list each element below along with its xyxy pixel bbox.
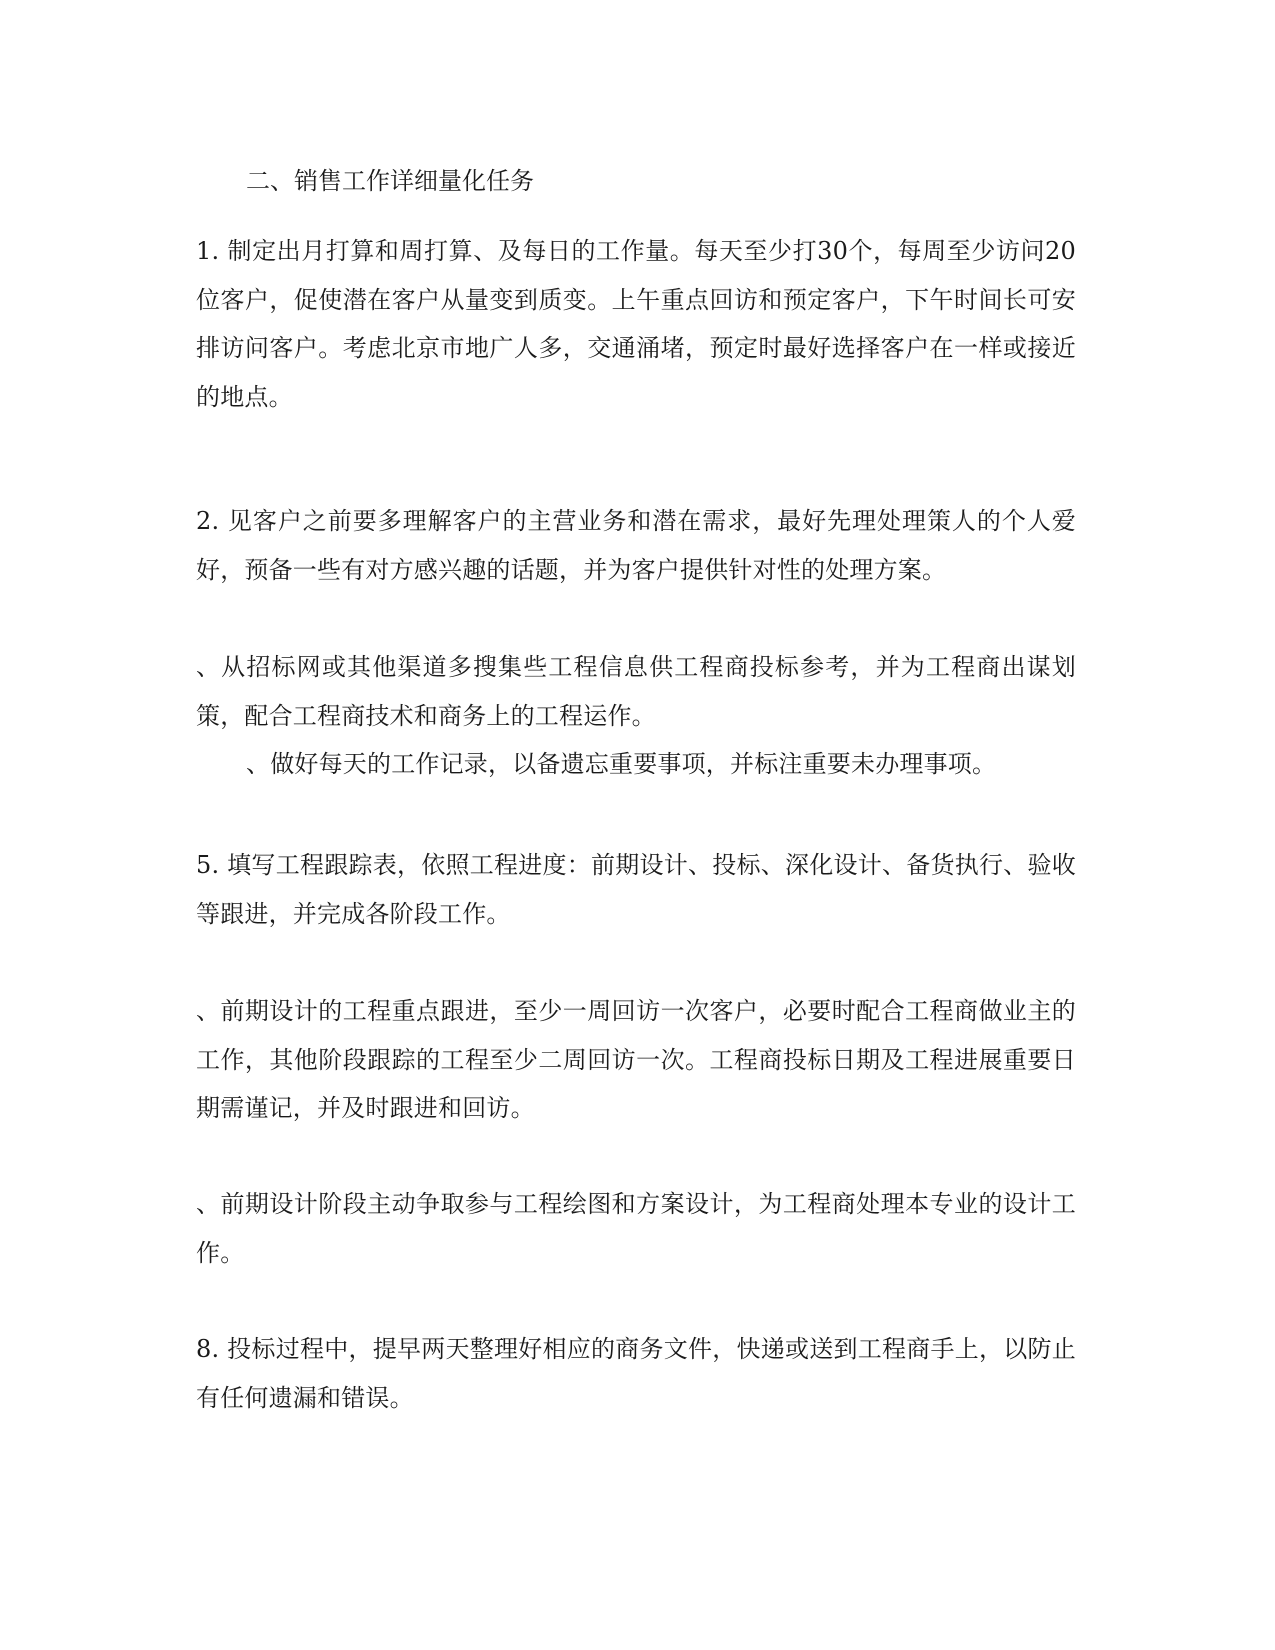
section-heading: 二、销售工作详细量化任务 — [246, 167, 534, 195]
paragraph-3: 、从招标网或其他渠道多搜集些工程信息供工程商投标参考，并为工程商出谋划策，配合工程商技术和商务上的工程运作。 — [196, 653, 1076, 730]
paragraph-5: 5. 填写工程跟踪表，依照工程进度：前期设计、投标、深化设计、备货执行、验收等跟进，并完成各阶段工作。 — [196, 851, 1076, 928]
paragraph-8: 8. 投标过程中，提早两天整理好相应的商务文件，快递或送到工程商手上，以防止有任何遗漏和错误。 — [196, 1335, 1076, 1412]
paragraph-7: 、前期设计阶段主动争取参与工程绘图和方案设计，为工程商处理本专业的设计工作。 — [196, 1190, 1076, 1267]
paragraph-1: 1. 制定出月打算和周打算、及每日的工作量。每天至少打30个，每周至少访问20位客户，促使潜在客户从量变到质变。上午重点回访和预定客户，下午时间长可安排访问客户。考虑北京市地广人多，交通涌堵，预定时最好选择客户在一样或接近的地点。 — [196, 237, 1076, 411]
paragraph-4: 、做好每天的工作记录，以备遗忘重要事项，并标注重要未办理事项。 — [246, 750, 997, 778]
paragraph-2: 2. 见客户之前要多理解客户的主营业务和潜在需求，最好先理处理策人的个人爱好，预备一些有对方感兴趣的话题，并为客户提供针对性的处理方案。 — [196, 507, 1076, 584]
paragraph-6: 、前期设计的工程重点跟进，至少一周回访一次客户，必要时配合工程商做业主的工作，其他阶段跟踪的工程至少二周回访一次。工程商投标日期及工程进展重要日期需谨记，并及时跟进和回访。 — [196, 997, 1076, 1122]
